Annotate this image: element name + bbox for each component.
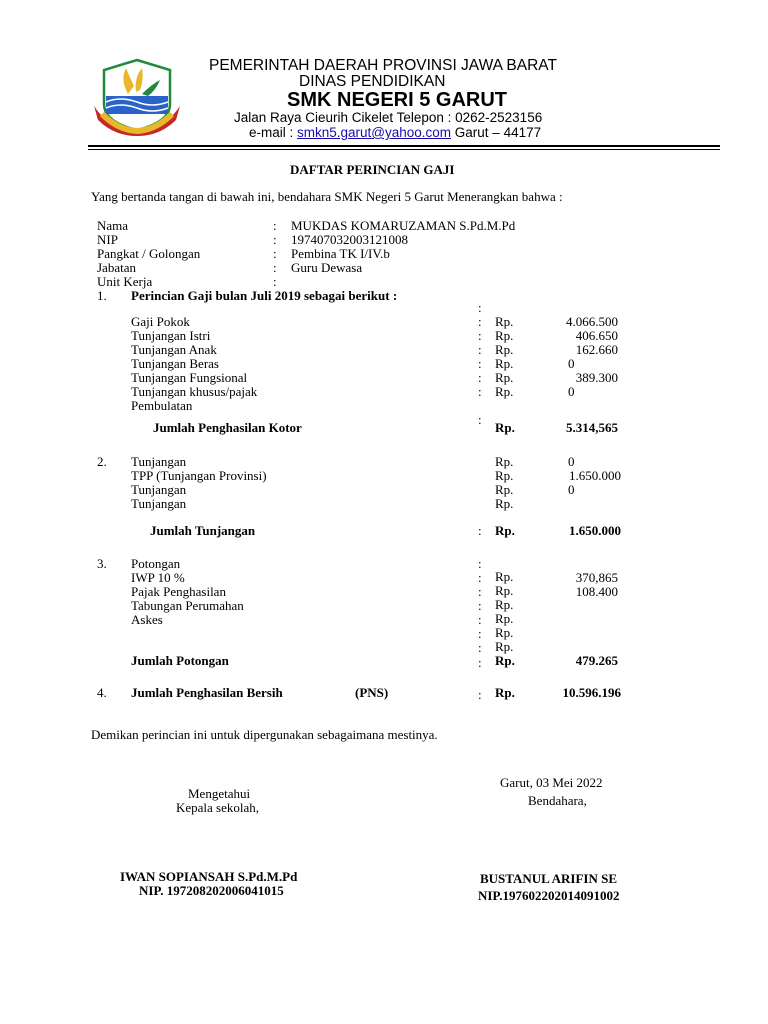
colon: : <box>478 314 482 329</box>
rp-label: Rp. <box>495 420 515 435</box>
identity-colon: : <box>273 274 277 289</box>
logo-emblem-icon <box>90 56 184 136</box>
item-value: 0 <box>568 356 575 371</box>
identity-label: Pangkat / Golongan <box>97 246 201 261</box>
header-contact <box>249 125 541 140</box>
rp-label: Rp. <box>495 653 515 668</box>
header-government: PEMERINTAH DAERAH PROVINSI JAWA BARAT <box>209 57 557 74</box>
colon: : <box>478 584 482 599</box>
rp-label: Rp. <box>495 342 514 357</box>
item-label: Gaji Pokok <box>131 314 190 329</box>
section1-number: 1. <box>97 288 107 303</box>
header-divider-thin <box>88 149 720 150</box>
colon: : <box>478 342 482 357</box>
item-value: 1.650.000 <box>569 468 621 483</box>
header-divider-thick <box>88 145 720 147</box>
rp-label: Rp. <box>495 328 514 343</box>
colon: : <box>478 655 482 670</box>
signature-left-nip: NIP. 197208202006041015 <box>139 883 284 898</box>
school-logo <box>90 56 184 136</box>
colon: : <box>478 570 482 585</box>
item-value: 0 <box>568 482 575 497</box>
identity-colon: : <box>273 246 277 261</box>
rp-label: Rp. <box>495 314 514 329</box>
header-school-name: SMK NEGERI 5 GARUT <box>287 89 508 111</box>
signature-left-role1: Mengetahui <box>188 786 251 801</box>
colon: : <box>478 626 482 641</box>
item-label: Pajak Penghasilan <box>131 584 226 599</box>
header-address: Jalan Raya Cieurih Cikelet Telepon : 0262-2523156 <box>234 110 543 125</box>
rp-label: Rp. <box>495 370 514 385</box>
colon: : <box>478 523 482 538</box>
rp-label: Rp. <box>495 569 514 584</box>
identity-value: Pembina TK I/IV.b <box>291 246 390 261</box>
identity-colon: : <box>273 260 277 275</box>
rp-label: Rp. <box>495 496 514 511</box>
signature-right-nip: NIP.197602202014091002 <box>478 888 620 903</box>
section1-total-value: 5.314,565 <box>566 420 618 435</box>
rp-label: Rp. <box>495 482 514 497</box>
colon: : <box>478 556 482 571</box>
item-value: 389.300 <box>575 370 618 385</box>
signature-right-name: BUSTANUL ARIFIN SE <box>480 871 618 886</box>
signature-left-role2: Kepala sekolah, <box>176 800 260 815</box>
header-department: DINAS PENDIDIKAN <box>299 73 446 90</box>
item-label: IWP 10 % <box>131 570 185 585</box>
rp-label: Rp. <box>495 356 514 371</box>
city-postal: Garut – 44177 <box>451 125 542 140</box>
section4-label: Jumlah Penghasilan Bersih <box>131 685 283 700</box>
identity-colon: : <box>273 232 277 247</box>
signature-left-name: IWAN SOPIANSAH S.Pd.M.Pd <box>120 869 298 884</box>
colon: : <box>478 640 482 655</box>
item-value: 4.066.500 <box>566 314 618 329</box>
item-value: 162.660 <box>575 342 618 357</box>
item-label: TPP (Tunjangan Provinsi) <box>131 468 267 483</box>
colon: : <box>478 687 482 702</box>
colon: : <box>478 356 482 371</box>
rp-label: Rp. <box>495 611 514 626</box>
item-label: Tunjangan Istri <box>131 328 211 343</box>
section2-number: 2. <box>97 454 107 469</box>
colon: : <box>478 300 482 315</box>
colon: : <box>478 598 482 613</box>
item-label: Potongan <box>131 556 181 571</box>
item-label: Tunjangan <box>131 454 187 469</box>
item-label: Tunjangan <box>131 496 187 511</box>
item-label: Tunjangan Anak <box>131 342 217 357</box>
rp-label: Rp. <box>495 639 514 654</box>
section3-number: 3. <box>97 556 107 571</box>
item-value: 0 <box>568 454 575 469</box>
identity-value: Guru Dewasa <box>291 260 363 275</box>
section2-total-value: 1.650.000 <box>569 523 621 538</box>
rp-label: Rp. <box>495 685 515 700</box>
item-value: 370,865 <box>575 570 618 585</box>
intro-text: Yang bertanda tangan di bawah ini, bendahara SMK Negeri 5 Garut Menerangkan bahwa : <box>91 189 563 204</box>
section1-total-label: Jumlah Penghasilan Kotor <box>153 420 302 435</box>
section4-value: 10.596.196 <box>562 685 621 700</box>
email-link[interactable]: smkn5.garut@yahoo.com <box>297 125 452 140</box>
item-label: Tunjangan Beras <box>131 356 219 371</box>
colon: : <box>478 612 482 627</box>
item-value: 108.400 <box>575 584 618 599</box>
rp-label: Rp. <box>495 597 514 612</box>
item-label: Tunjangan Fungsional <box>131 370 248 385</box>
item-label: Pembulatan <box>131 398 193 413</box>
colon: : <box>478 412 482 427</box>
item-label: Tunjangan <box>131 482 187 497</box>
colon: : <box>478 370 482 385</box>
section3-total-value: 479.265 <box>575 653 618 668</box>
identity-label: Nama <box>97 218 129 233</box>
identity-value: 197407032003121008 <box>291 232 408 247</box>
rp-label: Rp. <box>495 625 514 640</box>
item-value: 0 <box>568 384 575 399</box>
section1-title: Perincian Gaji bulan Juli 2019 sebagai berikut : <box>131 288 398 303</box>
rp-label: Rp. <box>495 523 515 538</box>
signature-right-date: Garut, 03 Mei 2022 <box>500 775 603 790</box>
item-value: 406.650 <box>575 328 618 343</box>
rp-label: Rp. <box>495 468 514 483</box>
closing-text: Demikan perincian ini untuk dipergunakan sebagaimana mestinya. <box>91 727 438 742</box>
document-title: DAFTAR PERINCIAN GAJI <box>290 162 455 177</box>
item-label: Askes <box>131 612 163 627</box>
identity-label: Unit Kerja <box>97 274 153 289</box>
identity-label: Jabatan <box>97 260 136 275</box>
rp-label: Rp. <box>495 384 514 399</box>
email-prefix: e-mail : <box>249 125 298 140</box>
identity-colon: : <box>273 218 277 233</box>
colon: : <box>478 384 482 399</box>
section3-total-label: Jumlah Potongan <box>131 653 229 668</box>
rp-label: Rp. <box>495 583 514 598</box>
colon: : <box>478 328 482 343</box>
section4-number: 4. <box>97 685 107 700</box>
identity-value: MUKDAS KOMARUZAMAN S.Pd.M.Pd <box>291 218 516 233</box>
item-label: Tabungan Perumahan <box>131 598 244 613</box>
item-label: Tunjangan khusus/pajak <box>131 384 258 399</box>
pns-label: (PNS) <box>355 685 389 700</box>
section2-total-label: Jumlah Tunjangan <box>150 523 256 538</box>
rp-label: Rp. <box>495 454 514 469</box>
identity-label: NIP <box>97 232 118 247</box>
signature-right-role: Bendahara, <box>528 793 587 808</box>
